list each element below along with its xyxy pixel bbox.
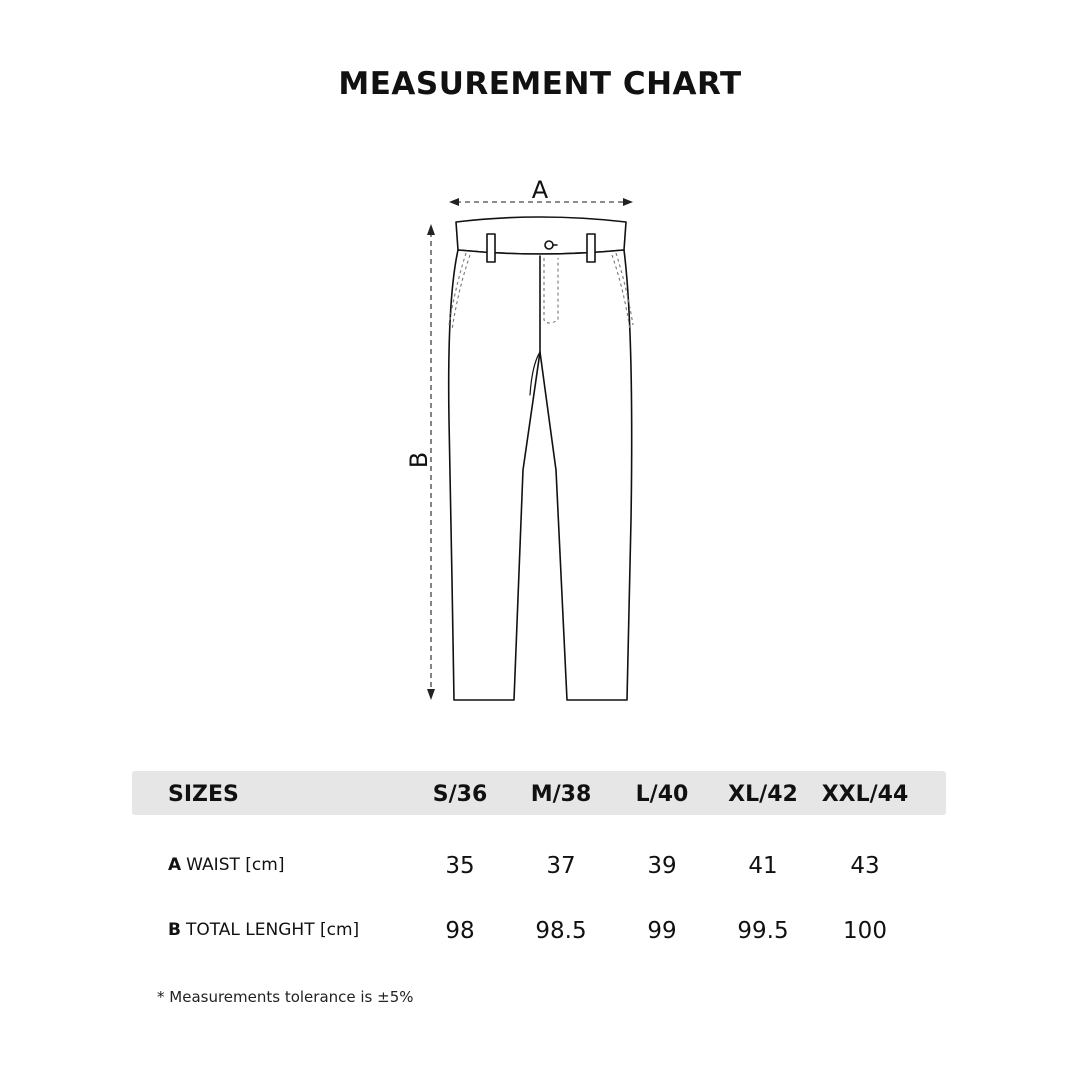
trousers-diagram: [390, 170, 660, 710]
length-value-s: 98: [445, 918, 475, 944]
length-value-m: 98.5: [535, 918, 587, 944]
waist-value-l: 39: [647, 853, 677, 879]
waist-value-m: 37: [546, 853, 576, 879]
size-xl: XL/42: [728, 782, 798, 807]
length-value-l: 99: [647, 918, 677, 944]
dimension-a-label: A: [531, 176, 549, 204]
waist-row-label: [168, 855, 284, 875]
trousers-outline: [449, 217, 632, 700]
tolerance-note: * Measurements tolerance is ±5%: [157, 988, 414, 1006]
length-row-label: [168, 920, 359, 940]
size-s: S/36: [432, 782, 488, 807]
length-label: TOTAL LENGHT [cm]: [185, 920, 360, 940]
length-code: B: [168, 920, 181, 940]
length-value-xl: 99.5: [737, 918, 789, 944]
dimension-b: [405, 224, 435, 700]
waist-value-s: 35: [445, 853, 475, 879]
page-title: MEASUREMENT CHART: [338, 66, 742, 102]
sizes-header-row: [132, 771, 946, 815]
waist-value-xxl: 43: [850, 853, 880, 879]
dimension-a: [449, 176, 633, 206]
waist-code: A: [168, 855, 182, 875]
length-value-xxl: 100: [843, 918, 887, 944]
waist-value-xl: 41: [748, 853, 778, 879]
waist-label: WAIST [cm]: [186, 855, 285, 875]
trousers-illustration: [390, 170, 660, 710]
dimension-b-label: B: [405, 451, 433, 469]
size-l: L/40: [635, 782, 689, 807]
size-m: M/38: [530, 782, 592, 807]
sizes-header-label: SIZES: [168, 782, 239, 807]
size-xxl: XXL/44: [821, 782, 909, 807]
